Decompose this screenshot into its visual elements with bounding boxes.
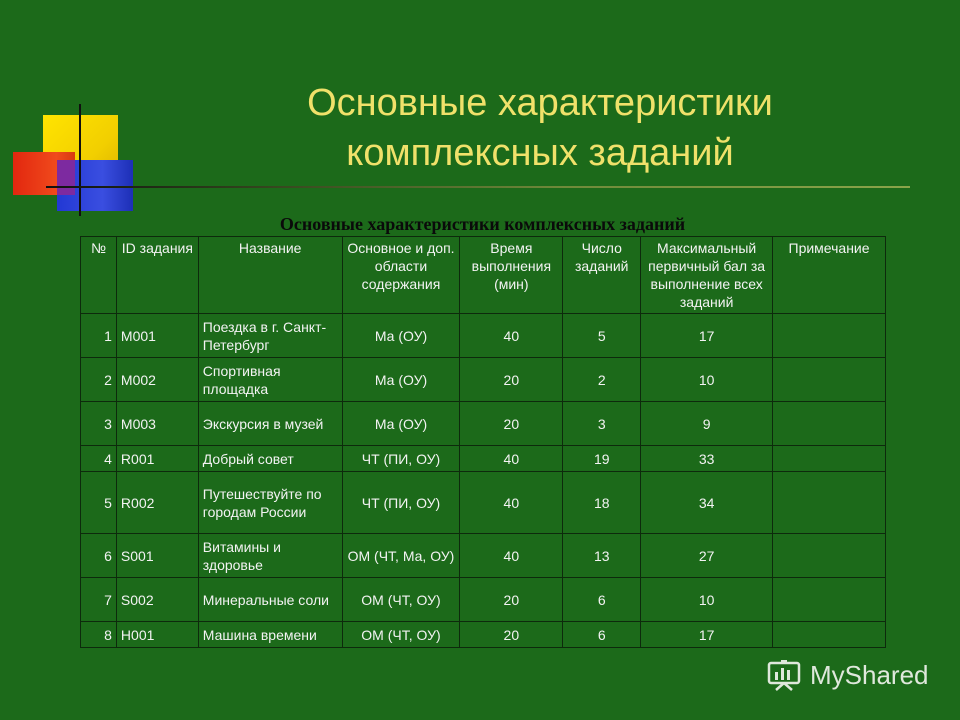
- decor-overlap-square: [57, 160, 75, 195]
- cell-count: 2: [563, 358, 641, 402]
- cell-max-score: 27: [641, 534, 773, 578]
- cell-time: 20: [460, 578, 563, 622]
- cell-areas: ОМ (ЧТ, Ма, ОУ): [342, 534, 460, 578]
- cell-num: 5: [81, 472, 117, 534]
- slide-title-line1: Основные характеристики: [307, 82, 773, 124]
- cell-note: [773, 578, 886, 622]
- cell-id: M003: [116, 402, 198, 446]
- cell-name: Спортивная площадка: [198, 358, 342, 402]
- cell-note: [773, 314, 886, 358]
- cell-num: 7: [81, 578, 117, 622]
- table-row: [81, 578, 886, 622]
- cell-id: H001: [116, 622, 198, 648]
- presentation-board-icon: [766, 659, 802, 691]
- cell-count: 13: [563, 534, 641, 578]
- cell-name: Экскурсия в музей: [198, 402, 342, 446]
- table-row: [81, 402, 886, 446]
- cell-max-score: 10: [641, 358, 773, 402]
- cell-num: 6: [81, 534, 117, 578]
- decor-vertical-line: [79, 104, 81, 216]
- cell-num: 8: [81, 622, 117, 648]
- cell-areas: ОМ (ЧТ, ОУ): [342, 622, 460, 648]
- cell-time: 40: [460, 314, 563, 358]
- cell-time: 20: [460, 402, 563, 446]
- cell-time: 20: [460, 622, 563, 648]
- cell-name: Машина времени: [198, 622, 342, 648]
- table-header-row: [81, 237, 886, 314]
- cell-note: [773, 402, 886, 446]
- cell-id: R001: [116, 446, 198, 472]
- cell-time: 40: [460, 472, 563, 534]
- table-row: [81, 534, 886, 578]
- cell-time: 20: [460, 358, 563, 402]
- cell-name: Добрый совет: [198, 446, 342, 472]
- cell-time: 40: [460, 534, 563, 578]
- header-name: Название: [198, 237, 342, 314]
- cell-num: 3: [81, 402, 117, 446]
- cell-areas: ОМ (ЧТ, ОУ): [342, 578, 460, 622]
- header-note: Примечание: [773, 237, 886, 314]
- cell-num: 4: [81, 446, 117, 472]
- cell-num: 1: [81, 314, 117, 358]
- table-row: [81, 314, 886, 358]
- cell-count: 18: [563, 472, 641, 534]
- header-areas: Основное и доп. области содержания: [342, 237, 460, 314]
- cell-note: [773, 446, 886, 472]
- header-max-score: Максимальный первичный бал за выполнение всех заданий: [641, 237, 773, 314]
- header-id: ID задания: [116, 237, 198, 314]
- cell-max-score: 33: [641, 446, 773, 472]
- cell-note: [773, 534, 886, 578]
- slide-title: [240, 78, 840, 178]
- cell-areas: ЧТ (ПИ, ОУ): [342, 472, 460, 534]
- cell-count: 5: [563, 314, 641, 358]
- cell-note: [773, 472, 886, 534]
- cell-name: Поездка в г. Санкт-Петербург: [198, 314, 342, 358]
- cell-max-score: 34: [641, 472, 773, 534]
- cell-id: R002: [116, 472, 198, 534]
- cell-num: 2: [81, 358, 117, 402]
- table-caption: Основные характеристики комплексных заданий: [279, 214, 686, 234]
- table-row: [81, 358, 886, 402]
- header-time: Время выполнения (мин): [460, 237, 563, 314]
- cell-max-score: 10: [641, 578, 773, 622]
- cell-note: [773, 358, 886, 402]
- cell-count: 6: [563, 622, 641, 648]
- cell-max-score: 17: [641, 622, 773, 648]
- header-count: Число заданий: [563, 237, 641, 314]
- cell-name: Витамины и здоровье: [198, 534, 342, 578]
- header-num: №: [81, 237, 117, 314]
- cell-count: 19: [563, 446, 641, 472]
- cell-max-score: 17: [641, 314, 773, 358]
- cell-name: Путешествуйте по городам России: [198, 472, 342, 534]
- slide-title-line2: комплексных заданий: [346, 132, 734, 174]
- cell-max-score: 9: [641, 402, 773, 446]
- cell-count: 6: [563, 578, 641, 622]
- cell-id: S001: [116, 534, 198, 578]
- tasks-table: [80, 236, 886, 648]
- cell-areas: ЧТ (ПИ, ОУ): [342, 446, 460, 472]
- cell-name: Минеральные соли: [198, 578, 342, 622]
- cell-id: S002: [116, 578, 198, 622]
- cell-areas: Ма (ОУ): [342, 402, 460, 446]
- table-row: [81, 446, 886, 472]
- cell-id: M002: [116, 358, 198, 402]
- title-underline: [46, 186, 910, 188]
- cell-id: M001: [116, 314, 198, 358]
- cell-areas: Ма (ОУ): [342, 314, 460, 358]
- cell-count: 3: [563, 402, 641, 446]
- table-row: [81, 622, 886, 648]
- table-row: [81, 472, 886, 534]
- cell-areas: Ма (ОУ): [342, 358, 460, 402]
- cell-note: [773, 622, 886, 648]
- brand-name: MyShared: [810, 659, 929, 690]
- cell-time: 40: [460, 446, 563, 472]
- myshared-watermark[interactable]: [766, 656, 929, 694]
